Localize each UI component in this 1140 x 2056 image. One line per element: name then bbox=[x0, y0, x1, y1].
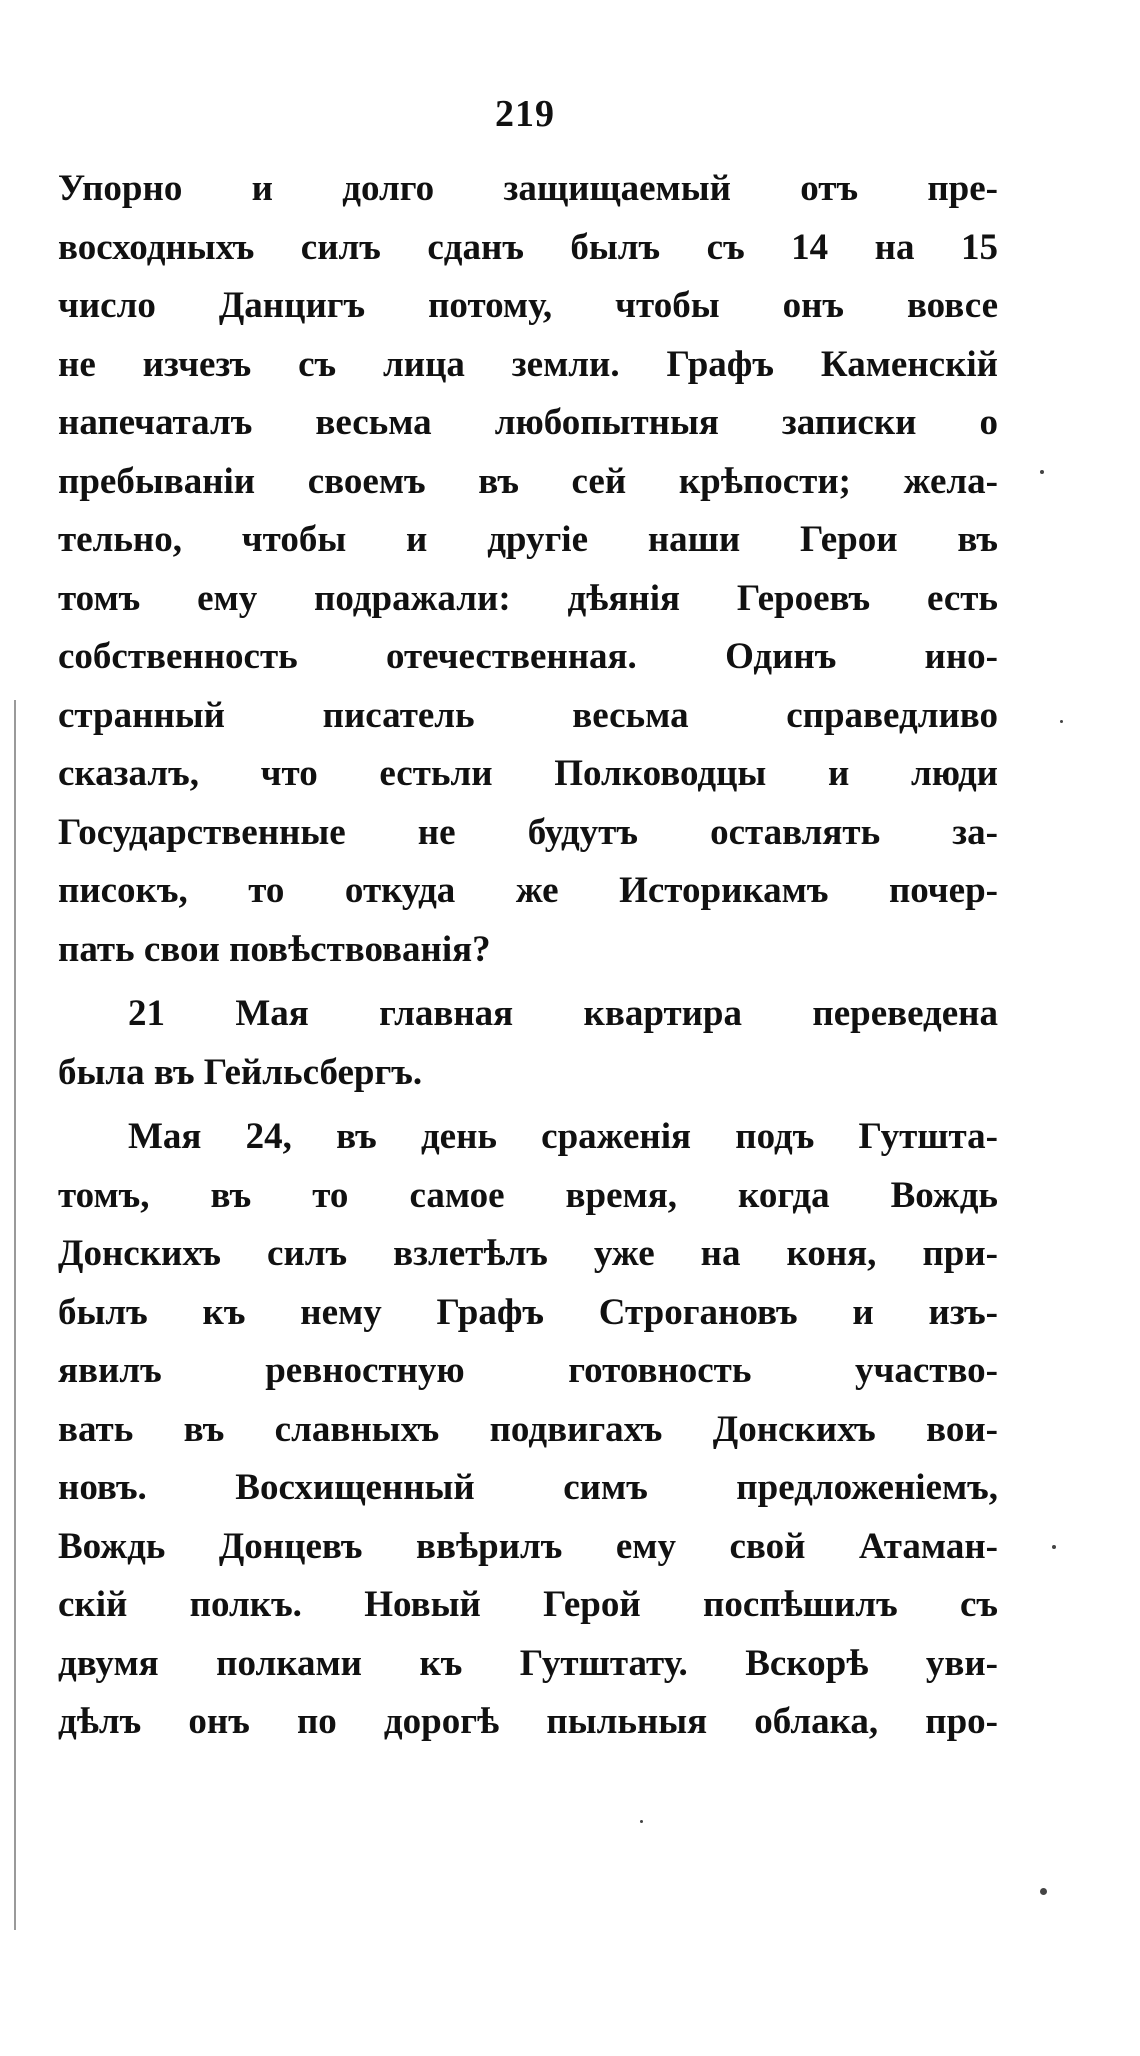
text-line: Мая 24, въ день сраженія подъ Гутшта- bbox=[128, 1116, 998, 1157]
scan-speck bbox=[1040, 470, 1044, 474]
text-line: пребываніи своемъ въ сей крѣпости; жела- bbox=[58, 460, 998, 502]
text-line: Государственные не будутъ оставлять за- bbox=[58, 811, 998, 853]
text-line: 21 Мая главная квартира переведена bbox=[128, 993, 998, 1034]
text-line: пать свои повѣствованія? bbox=[58, 928, 491, 970]
text-line: скій полкъ. Новый Герой поспѣшилъ съ bbox=[58, 1584, 998, 1625]
page-edge-rule bbox=[14, 700, 16, 1930]
text-line: дѣлъ онъ по дорогѣ пыльныя облака, про- bbox=[58, 1701, 998, 1742]
paragraph-2 bbox=[58, 985, 998, 1102]
text-line: томъ, въ то самое время, когда Вождь bbox=[58, 1174, 998, 1216]
text-line: странный писатель весьма справедливо bbox=[58, 694, 998, 736]
text-line: собственность отечественная. Одинъ ино- bbox=[58, 636, 998, 677]
text-line: писокъ, то откуда же Историкамъ почер- bbox=[58, 870, 998, 911]
scan-speck bbox=[1060, 720, 1063, 723]
page-number: 219 bbox=[495, 93, 555, 135]
text-line: тельно, чтобы и другіе наши Герои въ bbox=[58, 519, 998, 560]
text-line: двумя полками къ Гутштату. Вскорѣ уви- bbox=[58, 1642, 998, 1684]
text-line: восходныхъ силъ сданъ былъ съ 14 на 15 bbox=[58, 226, 998, 268]
text-line: Донскихъ силъ взлетѣлъ уже на коня, при- bbox=[58, 1233, 998, 1274]
text-line: сказалъ, что естьли Полководцы и люди bbox=[58, 753, 998, 794]
text-line: Вождь Донцевъ ввѣрилъ ему свой Атаман- bbox=[58, 1525, 998, 1567]
text-line: не изчезъ съ лица земли. Графъ Каменскій bbox=[58, 343, 998, 385]
text-line: Упорно и долго защищаемый отъ пре- bbox=[58, 168, 998, 209]
text-line: томъ ему подражали: дѣянія Героевъ есть bbox=[58, 577, 998, 619]
text-line: напечаталъ весьма любопытныя записки о bbox=[58, 402, 998, 443]
text-line: былъ къ нему Графъ Строгановъ и изъ- bbox=[58, 1291, 998, 1333]
scan-speck bbox=[1052, 1545, 1056, 1549]
body-text bbox=[58, 160, 998, 1752]
paragraph-1 bbox=[58, 160, 998, 979]
text-line: вать въ славныхъ подвигахъ Донскихъ вои- bbox=[58, 1408, 998, 1450]
scan-speck bbox=[640, 1820, 643, 1823]
text-line: новъ. Восхищенный симъ предложеніемъ, bbox=[58, 1467, 998, 1508]
paragraph-3 bbox=[58, 1108, 998, 1752]
text-line: была въ Гейльсбергъ. bbox=[58, 1051, 423, 1093]
text-line: число Данцигъ потому, чтобы онъ вовсе bbox=[58, 285, 998, 326]
text-line: явилъ ревностную готовность участво- bbox=[58, 1350, 998, 1391]
scan-speck bbox=[1040, 1888, 1047, 1895]
